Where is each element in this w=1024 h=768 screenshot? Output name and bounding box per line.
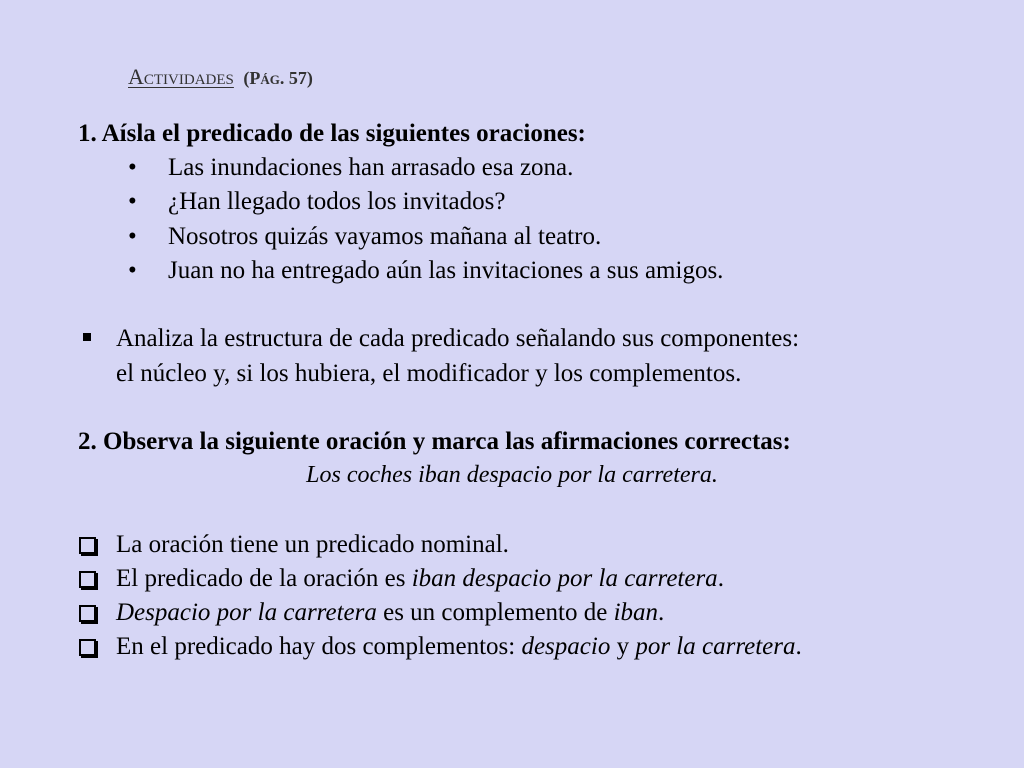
sentence-text: Nosotros quizás vayamos mañana al teatro. <box>168 223 602 250</box>
sentence-text: Juan no ha entregado aún las invitaciones a sus amigos. <box>168 257 724 284</box>
option-text: En el predicado hay dos complementos: despacio y por la carretera. <box>116 633 802 660</box>
checkbox-icon[interactable] <box>79 639 96 656</box>
option-text: La oración tiene un predicado nominal. <box>116 531 509 558</box>
title-activities: Actividades <box>128 64 234 89</box>
bullet-dot: • <box>128 223 137 250</box>
square-bullet-icon <box>83 333 91 341</box>
bullet-dot: • <box>128 154 137 181</box>
bullet-dot: • <box>128 257 137 284</box>
sentence-text: ¿Han llegado todos los invitados? <box>168 188 506 215</box>
exercise-1-heading: 1. Aísla el predicado de las siguientes oraciones: <box>78 120 586 147</box>
exercise-2-heading: 2. Observa la siguiente oración y marca las afirmaciones correctas: <box>78 428 791 455</box>
checkbox-icon[interactable] <box>79 605 96 622</box>
task-line: Analiza la estructura de cada predicado señalando sus componentes: <box>116 325 800 352</box>
example-sentence: Los coches iban despacio por la carretera. <box>306 462 718 488</box>
task-line: el núcleo y, si los hubiera, el modificador y los complementos. <box>116 360 742 387</box>
slide-title <box>128 62 313 93</box>
sentence-text: Las inundaciones han arrasado esa zona. <box>168 154 574 181</box>
checkbox-icon[interactable] <box>79 571 96 588</box>
option-text: Despacio por la carretera es un complemento de iban. <box>116 599 665 626</box>
checkbox-icon[interactable] <box>79 537 96 554</box>
title-page-ref: (Pág. 57) <box>243 68 313 88</box>
bullet-dot: • <box>128 188 137 215</box>
option-text: El predicado de la oración es iban despacio por la carretera. <box>116 565 724 592</box>
